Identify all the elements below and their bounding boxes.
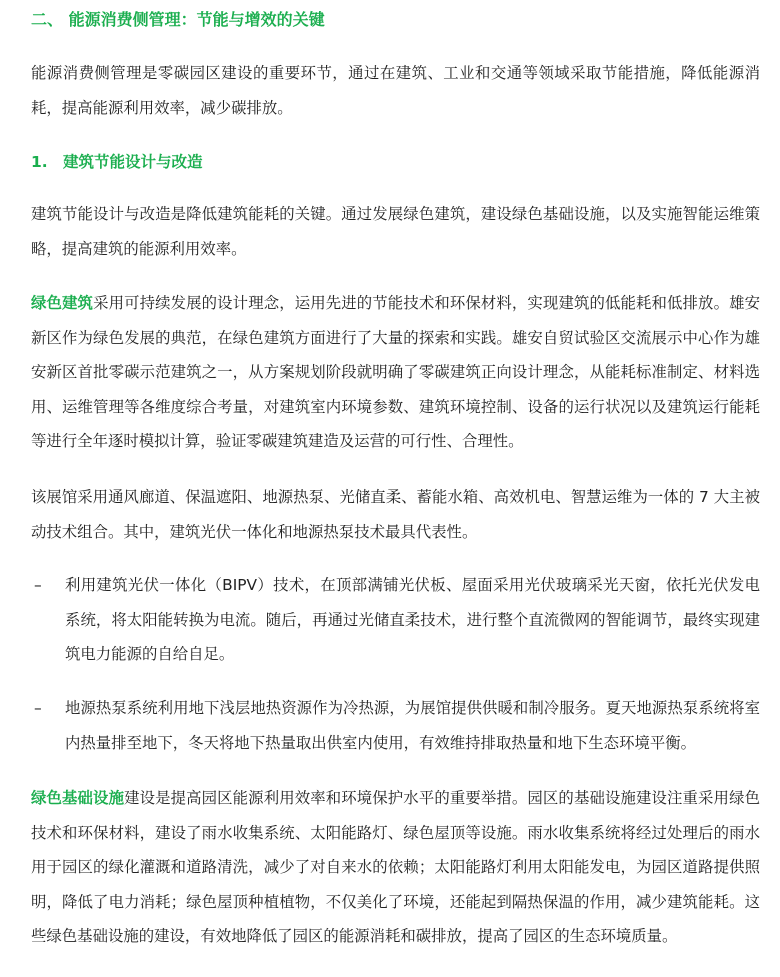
subsection-title-text: 建筑节能设计与改造: [63, 153, 203, 171]
bullet-dash: –: [34, 576, 42, 594]
bullet-item-ground-source-heat-pump: [31, 691, 760, 760]
green-building-text: 采用可持续发展的设计理念，运用先进的节能技术和环保材料，实现建筑的低能耗和低排放。雄安新区作为绿色发展的典范，在绿色建筑方面进行了大量的探索和实践。雄安自贸试验区交流展示中心作为雄安新区首批零碳示范建筑之一，从方案规划阶段就明确了零碳建筑正向设计理念，从能耗标准制定、材料选用、运维管理等各维度综合考量，对建筑室内环境参数、建筑环境控制、设备的运行状况以及建筑运行能耗等进行全年逐时模拟计算，验证零碳建筑建造及运营的可行性、合理性。: [31, 294, 760, 451]
pavilion-paragraph: 该展馆采用通风廊道、保温遮阳、地源热泵、光储直柔、蓄能水箱、高效机电、智慧运维为一体的 7 大主被动技术组合。其中，建筑光伏一体化和地源热泵技术最具代表性。: [31, 488, 760, 541]
bullet-text: 利用建筑光伏一体化（BIPV）技术，在顶部满铺光伏板、屋面采用光伏玻璃采光天窗，依托光伏发电系统，将太阳能转换为电流。随后，再通过光储直柔技术，进行整个直流微网的智能调节，最终实现建筑电力能源的自给自足。: [65, 576, 760, 664]
subsection-title: [31, 150, 203, 174]
intro-paragraph: 能源消费侧管理是零碳园区建设的重要环节，通过在建筑、工业和交通等领域采取节能措施，降低能源消耗，提高能源利用效率，减少碳排放。: [31, 64, 760, 117]
green-infra-paragraph: [31, 781, 760, 954]
green-building-highlight: 绿色建筑: [31, 294, 94, 312]
green-infra-highlight: 绿色基础设施: [31, 789, 125, 807]
bullet-item-bipv: [31, 568, 760, 672]
subsection-number: 1.: [31, 153, 48, 171]
subsection-intro-paragraph: 建筑节能设计与改造是降低建筑能耗的关键。通过发展绿色建筑，建设绿色基础设施，以及实施智能运维策略，提高建筑的能源利用效率。: [31, 205, 760, 258]
section-title: 二、 能源消费侧管理：节能与增效的关键: [31, 10, 325, 29]
bullet-text: 地源热泵系统利用地下浅层地热资源作为冷热源，为展馆提供供暖和制冷服务。夏天地源热泵系统将室内热量排至地下，冬天将地下热量取出供室内使用，有效维持排取热量和地下生态环境平衡。: [65, 699, 760, 752]
bullet-dash: –: [34, 699, 42, 717]
green-infra-text: 建设是提高园区能源利用效率和环境保护水平的重要举措。园区的基础设施建设注重采用绿色技术和环保材料，建设了雨水收集系统、太阳能路灯、绿色屋顶等设施。雨水收集系统将经过处理后的雨水用于园区的绿化灌溉和道路清洗，减少了对自来水的依赖；太阳能路灯利用太阳能发电，为园区道路提供照明，降低了电力消耗；绿色屋顶种植植物，不仅美化了环境，还能起到隔热保温的作用，减少建筑能耗。这些绿色基础设施的建设，有效地降低了园区的能源消耗和碳排放，提高了园区的生态环境质量。: [31, 789, 760, 946]
green-building-paragraph: [31, 286, 760, 459]
